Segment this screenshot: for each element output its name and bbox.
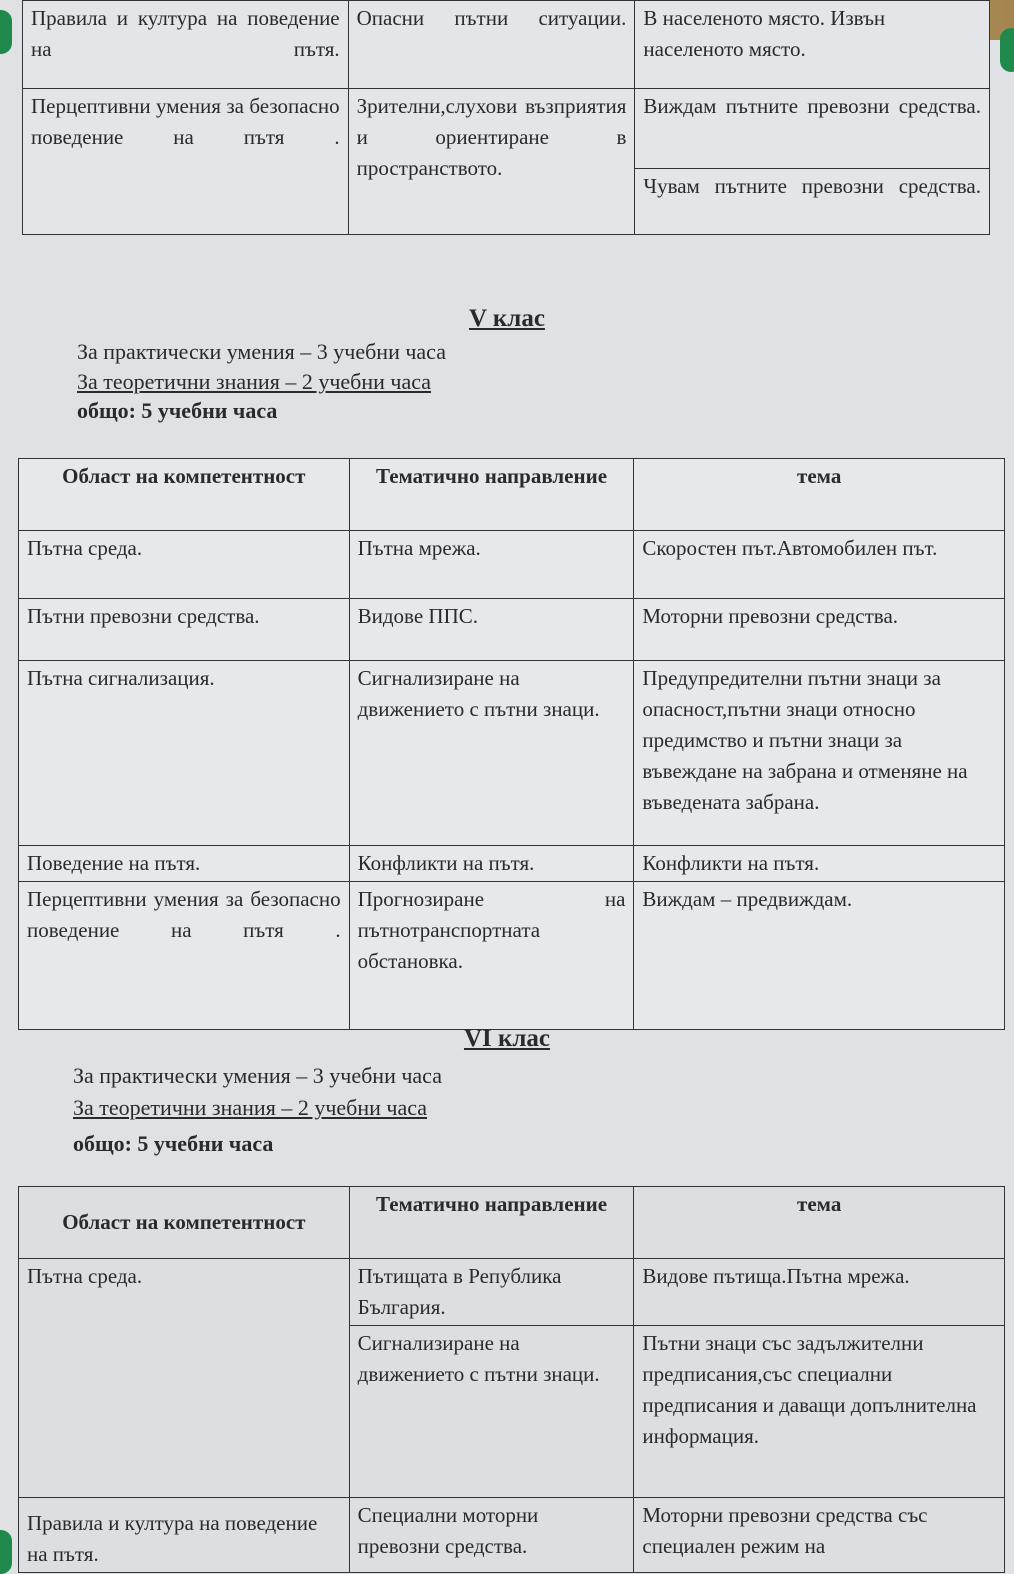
direction-cell: Специални моторни превозни средства. — [349, 1498, 634, 1573]
table-row — [19, 661, 1005, 846]
direction-cell: Сигнализиране на движението с пътни знаци. — [349, 661, 634, 846]
area-cell: Правила и култура на поведение на пътя. — [23, 1, 349, 89]
header-direction: Тематично направление — [349, 459, 634, 531]
topic-cell: Чувам пътните превозни средства. — [635, 169, 990, 235]
grade6-total: общо: 5 учебни часа — [73, 1131, 274, 1156]
topic-cell: Видове пътища.Пътна мрежа. — [634, 1259, 1005, 1326]
header-topic: тема — [634, 1187, 1005, 1259]
table-row — [19, 1498, 1005, 1573]
direction-cell: Сигнализиране на движението с пътни знаци. — [349, 1326, 634, 1498]
table-header-row — [19, 459, 1005, 531]
grade5-heading: V клас — [469, 305, 545, 332]
grade5-theory: За теоретични знания – 2 учебни часа — [77, 369, 432, 394]
topic-cell: Предупредителни пътни знаци за опасност,пътни знаци относно предимство и пътни знаци за въвеждане на забрана и отменяне на въведената забрана. — [634, 661, 1005, 846]
table-row — [23, 89, 990, 169]
table-row — [19, 599, 1005, 661]
grade5-practical: За практически умения – 3 учебни часа — [77, 339, 446, 364]
push-pin — [0, 1530, 12, 1574]
area-cell: Пътна среда. — [19, 1259, 350, 1498]
direction-cell: Прогнозиране на пътнотранспортната обстановка. — [349, 882, 634, 1030]
topic-cell: Моторни превозни средства със специален режим на — [634, 1498, 1005, 1573]
table-grade5 — [18, 458, 1005, 1030]
area-cell: Перцептивни умения за безопасно поведение на пътя . — [19, 882, 350, 1030]
area-cell: Пътна среда. — [19, 531, 350, 599]
header-area: Област на компетентност — [19, 1187, 350, 1259]
table-header-row — [19, 1187, 1005, 1259]
table-row — [19, 531, 1005, 599]
topic-cell: Моторни превозни средства. — [634, 599, 1005, 661]
direction-cell: Пътна мрежа. — [349, 531, 634, 599]
topic-cell: Скоростен път.Автомобилен път. — [634, 531, 1005, 599]
area-cell: Пътни превозни средства. — [19, 599, 350, 661]
topic-cell: В населеното място. Извън населеното място. — [635, 1, 990, 89]
table-row — [23, 1, 990, 89]
push-pin — [1000, 28, 1014, 72]
grade6-heading: VI клас — [463, 1025, 551, 1052]
header-direction: Тематично направление — [349, 1187, 634, 1259]
area-cell: Поведение на пътя. — [19, 846, 350, 882]
topic-cell: Пътни знаци със задължителни предписания,със специални предписания и даващи допълнителна информация. — [634, 1326, 1005, 1498]
direction-cell: Видове ППС. — [349, 599, 634, 661]
area-cell: Перцептивни умения за безопасно поведение на пътя . — [23, 89, 349, 235]
table-row — [19, 846, 1005, 882]
topic-cell: Виждам – предвиждам. — [634, 882, 1005, 1030]
table-row — [19, 1259, 1005, 1326]
direction-cell: Конфликти на пътя. — [349, 846, 634, 882]
direction-cell: Опасни пътни ситуации. — [348, 1, 635, 89]
grade6-theory: За теоретични знания – 2 учебни часа — [73, 1095, 428, 1120]
grade6-practical: За практически умения – 3 учебни часа — [73, 1063, 442, 1088]
table-row — [19, 882, 1005, 1030]
table-grade6 — [18, 1186, 1005, 1573]
topic-cell: Конфликти на пътя. — [634, 846, 1005, 882]
direction-cell: Зрителни,слухови възприятия и ориентиране в пространството. — [348, 89, 635, 235]
table-top — [22, 0, 990, 235]
grade5-total: общо: 5 учебни часа — [77, 398, 278, 423]
topic-cell: Виждам пътните превозни средства. — [635, 89, 990, 169]
header-area: Област на компетентност — [19, 459, 350, 531]
area-cell: Правила и култура на поведение на пътя. — [19, 1498, 350, 1573]
header-topic: тема — [634, 459, 1005, 531]
direction-cell: Пътищата в Република България. — [349, 1259, 634, 1326]
push-pin — [0, 10, 12, 54]
area-cell: Пътна сигнализация. — [19, 661, 350, 846]
